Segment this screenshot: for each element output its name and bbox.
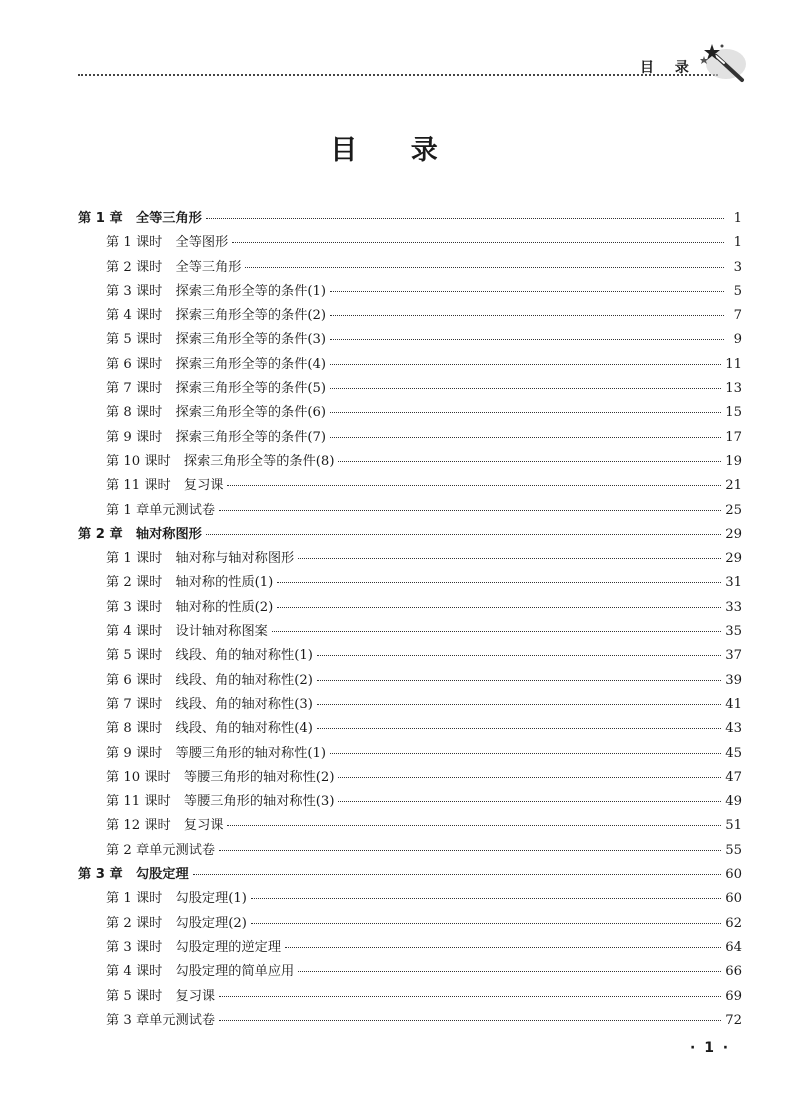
toc-dot-leader <box>338 801 721 802</box>
toc-dot-leader <box>227 825 721 826</box>
toc-dot-leader <box>298 558 721 559</box>
toc-entry-label: 第 1 课时 勾股定理(1) <box>106 891 247 907</box>
toc-lesson-entry <box>78 450 742 474</box>
toc-entry-label: 第 4 课时 设计轴对称图案 <box>106 624 268 640</box>
toc-chapter-entry <box>78 863 742 887</box>
magic-wand-star-icon <box>698 40 748 84</box>
toc-entry-label: 第 5 课时 线段、角的轴对称性(1) <box>106 648 313 664</box>
toc-page-number: 45 <box>725 745 742 761</box>
toc-entry-label: 第 7 课时 线段、角的轴对称性(3) <box>106 696 313 712</box>
toc-page-number: 62 <box>725 915 742 931</box>
table-of-contents <box>78 207 742 1033</box>
header-dotted-rule <box>78 74 718 76</box>
toc-lesson-entry <box>78 596 742 620</box>
toc-lesson-entry <box>78 936 742 960</box>
page-header <box>0 0 790 90</box>
toc-page-number: 72 <box>725 1012 742 1028</box>
toc-entry-label: 第 1 章单元测试卷 <box>106 502 216 518</box>
toc-entry-label: 第 9 课时 探索三角形全等的条件(7) <box>106 429 327 445</box>
toc-entry-label: 第 2 章 轴对称图形 <box>78 526 202 542</box>
toc-page-number: 33 <box>725 599 742 615</box>
toc-dot-leader <box>317 655 721 656</box>
toc-lesson-entry <box>78 839 742 863</box>
toc-dot-leader <box>298 971 721 972</box>
toc-dot-leader <box>277 582 721 583</box>
toc-page-number: 47 <box>725 769 742 785</box>
toc-dot-leader <box>330 339 724 340</box>
toc-entry-label: 第 11 课时 复习课 <box>106 478 224 494</box>
toc-page-number: 43 <box>725 721 742 737</box>
toc-entry-label: 第 3 课时 勾股定理的逆定理 <box>106 939 282 955</box>
toc-dot-leader <box>227 485 721 486</box>
toc-dot-leader <box>206 218 724 219</box>
toc-lesson-entry <box>78 571 742 595</box>
toc-dot-leader <box>219 1020 721 1021</box>
toc-entry-label: 第 2 课时 轴对称的性质(1) <box>106 575 274 591</box>
toc-lesson-entry <box>78 280 742 304</box>
toc-dot-leader <box>317 728 721 729</box>
toc-lesson-entry <box>78 766 742 790</box>
page-title: 目 录 <box>330 135 460 166</box>
toc-page-number: 1 <box>733 235 742 251</box>
toc-dot-leader <box>338 777 721 778</box>
toc-dot-leader <box>330 364 721 365</box>
toc-lesson-entry <box>78 912 742 936</box>
toc-lesson-entry <box>78 499 742 523</box>
toc-dot-leader <box>251 898 721 899</box>
toc-dot-leader <box>338 461 721 462</box>
toc-chapter-entry <box>78 207 742 231</box>
toc-lesson-entry <box>78 256 742 280</box>
toc-page-number: 35 <box>725 624 742 640</box>
toc-dot-leader <box>330 412 721 413</box>
toc-entry-label: 第 3 章 勾股定理 <box>78 867 189 883</box>
toc-page-number: 17 <box>725 429 742 445</box>
toc-lesson-entry <box>78 304 742 328</box>
toc-lesson-entry <box>78 377 742 401</box>
toc-lesson-entry <box>78 1009 742 1033</box>
toc-lesson-entry <box>78 231 742 255</box>
toc-dot-leader <box>285 947 721 948</box>
toc-dot-leader <box>219 996 721 997</box>
toc-page-number: 5 <box>733 283 742 299</box>
toc-entry-label: 第 11 课时 等腰三角形的轴对称性(3) <box>106 794 335 810</box>
toc-page-number: 29 <box>725 551 742 567</box>
toc-dot-leader <box>206 534 721 535</box>
toc-lesson-entry <box>78 887 742 911</box>
toc-entry-label: 第 6 课时 线段、角的轴对称性(2) <box>106 672 313 688</box>
toc-page-number: 51 <box>725 818 742 834</box>
toc-entry-label: 第 9 课时 等腰三角形的轴对称性(1) <box>106 745 327 761</box>
toc-page-number: 29 <box>725 526 742 542</box>
toc-entry-label: 第 8 课时 线段、角的轴对称性(4) <box>106 721 313 737</box>
toc-page-number: 49 <box>725 794 742 810</box>
toc-page-number: 21 <box>725 478 742 494</box>
toc-dot-leader <box>219 510 721 511</box>
toc-page-number: 39 <box>725 672 742 688</box>
toc-entry-label: 第 4 课时 探索三角形全等的条件(2) <box>106 308 327 324</box>
toc-page-number: 60 <box>725 891 742 907</box>
toc-page-number: 37 <box>725 648 742 664</box>
toc-page-number: 1 <box>733 211 742 226</box>
toc-dot-leader <box>219 850 721 851</box>
toc-entry-label: 第 4 课时 勾股定理的简单应用 <box>106 964 295 980</box>
toc-entry-label: 第 3 课时 轴对称的性质(2) <box>106 599 274 615</box>
toc-lesson-entry <box>78 742 742 766</box>
toc-entry-label: 第 2 课时 全等三角形 <box>106 259 242 275</box>
toc-dot-leader <box>251 923 721 924</box>
toc-page-number: 9 <box>733 332 742 348</box>
toc-lesson-entry <box>78 426 742 450</box>
footer-page-number: · 1 · <box>690 1040 731 1056</box>
toc-page-number: 11 <box>725 356 742 372</box>
toc-entry-label: 第 3 课时 探索三角形全等的条件(1) <box>106 283 327 299</box>
toc-entry-label: 第 8 课时 探索三角形全等的条件(6) <box>106 405 327 421</box>
toc-entry-label: 第 5 课时 复习课 <box>106 988 216 1004</box>
toc-page-number: 69 <box>725 988 742 1004</box>
toc-dot-leader <box>330 753 721 754</box>
toc-page-number: 55 <box>725 842 742 858</box>
toc-entry-label: 第 12 课时 复习课 <box>106 818 224 834</box>
toc-entry-label: 第 10 课时 等腰三角形的轴对称性(2) <box>106 769 335 785</box>
toc-dot-leader <box>330 388 721 389</box>
toc-page-number: 15 <box>725 405 742 421</box>
toc-page-number: 7 <box>733 308 742 324</box>
toc-dot-leader <box>277 607 721 608</box>
toc-lesson-entry <box>78 669 742 693</box>
toc-entry-label: 第 2 课时 勾股定理(2) <box>106 915 247 931</box>
toc-lesson-entry <box>78 353 742 377</box>
toc-lesson-entry <box>78 620 742 644</box>
toc-page-number: 19 <box>725 453 742 469</box>
toc-dot-leader <box>330 437 721 438</box>
toc-entry-label: 第 2 章单元测试卷 <box>106 842 216 858</box>
toc-entry-label: 第 1 课时 全等图形 <box>106 235 229 251</box>
toc-lesson-entry <box>78 328 742 352</box>
toc-dot-leader <box>245 267 724 268</box>
toc-page-number: 60 <box>725 867 742 883</box>
toc-dot-leader <box>193 874 722 875</box>
toc-page-number: 66 <box>725 964 742 980</box>
header-title: 目 录 <box>640 60 697 76</box>
toc-lesson-entry <box>78 985 742 1009</box>
toc-lesson-entry <box>78 814 742 838</box>
toc-dot-leader <box>317 704 721 705</box>
toc-page-number: 13 <box>725 381 742 397</box>
toc-dot-leader <box>330 315 724 316</box>
toc-entry-label: 第 3 章单元测试卷 <box>106 1012 216 1028</box>
toc-entry-label: 第 5 课时 探索三角形全等的条件(3) <box>106 332 327 348</box>
toc-lesson-entry <box>78 717 742 741</box>
toc-dot-leader <box>317 680 721 681</box>
toc-chapter-entry <box>78 523 742 547</box>
toc-lesson-entry <box>78 401 742 425</box>
toc-page-number: 64 <box>725 939 742 955</box>
toc-lesson-entry <box>78 790 742 814</box>
toc-page-number: 3 <box>733 259 742 275</box>
toc-entry-label: 第 1 课时 轴对称与轴对称图形 <box>106 551 295 567</box>
toc-entry-label: 第 6 课时 探索三角形全等的条件(4) <box>106 356 327 372</box>
toc-entry-label: 第 1 章 全等三角形 <box>78 211 202 226</box>
toc-lesson-entry <box>78 644 742 668</box>
toc-lesson-entry <box>78 547 742 571</box>
toc-dot-leader <box>330 291 724 292</box>
toc-dot-leader <box>272 631 721 632</box>
toc-lesson-entry <box>78 474 742 498</box>
toc-lesson-entry <box>78 960 742 984</box>
toc-page-number: 25 <box>725 502 742 518</box>
toc-dot-leader <box>232 242 724 243</box>
toc-page-number: 41 <box>725 696 742 712</box>
toc-lesson-entry <box>78 693 742 717</box>
toc-entry-label: 第 7 课时 探索三角形全等的条件(5) <box>106 381 327 397</box>
toc-entry-label: 第 10 课时 探索三角形全等的条件(8) <box>106 453 335 469</box>
toc-page-number: 31 <box>725 575 742 591</box>
